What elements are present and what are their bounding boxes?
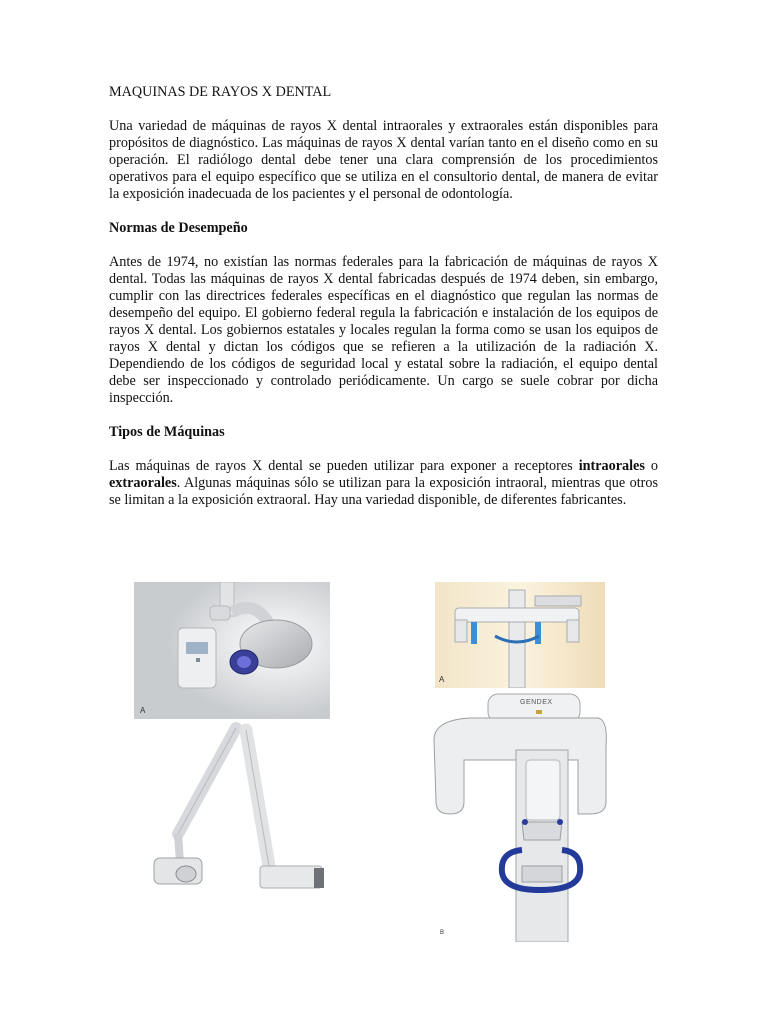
figure-label-left: A — [140, 706, 146, 715]
panoramic-xray-photo — [435, 582, 605, 688]
document-page — [109, 84, 658, 526]
section-heading-normas: Normas de Desempeño — [109, 220, 248, 236]
intraoral-xray-illustration — [134, 582, 330, 719]
panoramic-illustration — [435, 582, 605, 688]
articulated-arm-illustration — [150, 722, 328, 898]
intro-paragraph: Una variedad de máquinas de rayos X dental intraorales y extraorales están disponibles para propósitos de diagnóstico. Las máquinas de rayos X dental varían tanto en el diseño como en su operación. El radiólogo dental debe tener una clara comprensión de los procedimientos operativos para el equipo específico que se utiliza en el consultorio dental, de manera de evitar la exposición inadecuada de los pacientes y el personal de odontología. — [109, 118, 658, 202]
figure-label-right-top: A — [439, 675, 445, 684]
section-heading-tipos: Tipos de Máquinas — [109, 424, 225, 440]
document-title: MAQUINAS DE RAYOS X DENTAL — [109, 84, 332, 100]
gendex-brand-logo: GENDEX — [520, 699, 553, 706]
bold-extraorales: extraorales — [109, 475, 177, 491]
gendex-illustration — [430, 690, 610, 942]
intraoral-arm-photo — [150, 722, 328, 898]
figure-label-right-bottom: B — [440, 930, 445, 936]
bold-intraorales: intraorales — [578, 458, 645, 474]
gendex-panoramic-photo — [430, 690, 610, 942]
tipos-paragraph: Las máquinas de rayos X dental se pueden utilizar para exponer a receptores intraorales o extraorales. Algunas máquinas sólo se utilizan para la exposición intraoral, mientras que otros se limitan a la exposición extraoral. Hay una variedad disponible, de diferentes fabricantes. — [109, 458, 658, 508]
intraoral-xray-photo — [134, 582, 330, 719]
normas-paragraph: Antes de 1974, no existían las normas federales para la fabricación de máquinas de rayos X dental. Todas las máquinas de rayos X dental fabricadas después de 1974 deben, sin embargo, cumplir con las directrices federales específicas en el diagnóstico que regulan las normas de desempeño del equipo. El gobierno federal regula la fabricación e instalación de los equipos de rayos X dental. Los gobiernos estatales y locales regulan la forma como se usan los equipos de rayos X dental y dictan los códigos que se refieren a la utilización de la radiación X. Dependiendo de los códigos de seguridad local y estatal sobre la radiación, el equipo dental debe ser inspeccionado y controlado periódicamente. Un cargo se suele cobrar por dicha inspección. — [109, 254, 658, 406]
